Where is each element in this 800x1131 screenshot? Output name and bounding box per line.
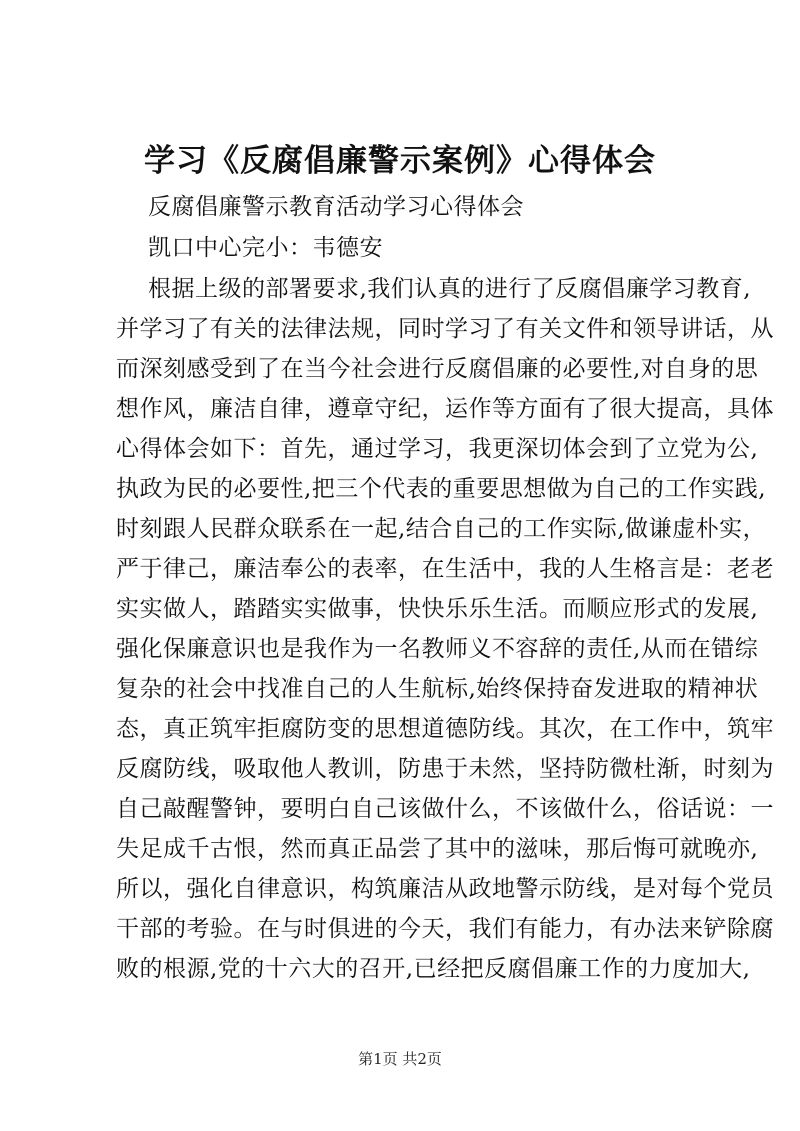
- document-author: 凯口中心完小：韦德安: [148, 235, 383, 261]
- document-title: 学习《反腐倡廉警示案例》心得体会: [144, 143, 656, 179]
- body-line-2: 并学习了有关的法律法规，同时学习了有关文件和领导讲话，从: [116, 316, 774, 342]
- body-line-17: 干部的考验。在与时俱进的今天，我们有能力，有办法来铲除腐: [116, 916, 774, 942]
- body-line-8: 严于律己，廉洁奉公的表率，在生活中，我的人生格言是：老老: [116, 556, 774, 582]
- body-line-12: 态，真正筑牢拒腐防变的思想道德防线。其次，在工作中，筑牢: [116, 716, 774, 742]
- body-line-16: 所以，强化自律意识，构筑廉洁从政地警示防线，是对每个党员: [116, 876, 774, 902]
- body-line-5: 心得体会如下：首先，通过学习，我更深切体会到了立党为公,: [116, 436, 759, 462]
- body-line-6: 执政为民的必要性,把三个代表的重要思想做为自己的工作实践,: [116, 476, 767, 502]
- body-line-1: 根据上级的部署要求,我们认真的进行了反腐倡廉学习教育,: [148, 276, 752, 302]
- body-line-4: 想作风，廉洁自律，遵章守纪，运作等方面有了很大提高，具体: [116, 396, 774, 422]
- body-line-15: 失足成千古恨，然而真正品尝了其中的滋味，那后悔可就晚亦,: [116, 836, 759, 862]
- body-line-7: 时刻跟人民群众联系在一起,结合自己的工作实际,做谦虚朴实，: [116, 516, 767, 542]
- page-footer: 第1页 共2页: [358, 1050, 442, 1068]
- body-line-11: 复杂的社会中找准自己的人生航标,始终保持奋发进取的精神状: [116, 676, 759, 702]
- body-line-14: 自己敲醒警钟，要明白自己该做什么，不该做什么，俗话说：一: [116, 796, 774, 822]
- document-subtitle: 反腐倡廉警示教育活动学习心得体会: [148, 194, 524, 220]
- body-line-9: 实实做人，踏踏实实做事，快快乐乐生活。而顺应形式的发展,: [116, 596, 759, 622]
- body-line-18: 败的根源,党的十六大的召开,已经把反腐倡廉工作的力度加大,: [116, 956, 751, 982]
- body-line-3: 而深刻感受到了在当今社会进行反腐倡廉的必要性,对自身的思: [116, 356, 759, 382]
- body-line-13: 反腐防线，吸取他人教训，防患于未然，坚持防微杜渐，时刻为: [116, 756, 774, 782]
- body-line-10: 强化保廉意识也是我作为一名教师义不容辞的责任,从而在错综: [116, 636, 759, 662]
